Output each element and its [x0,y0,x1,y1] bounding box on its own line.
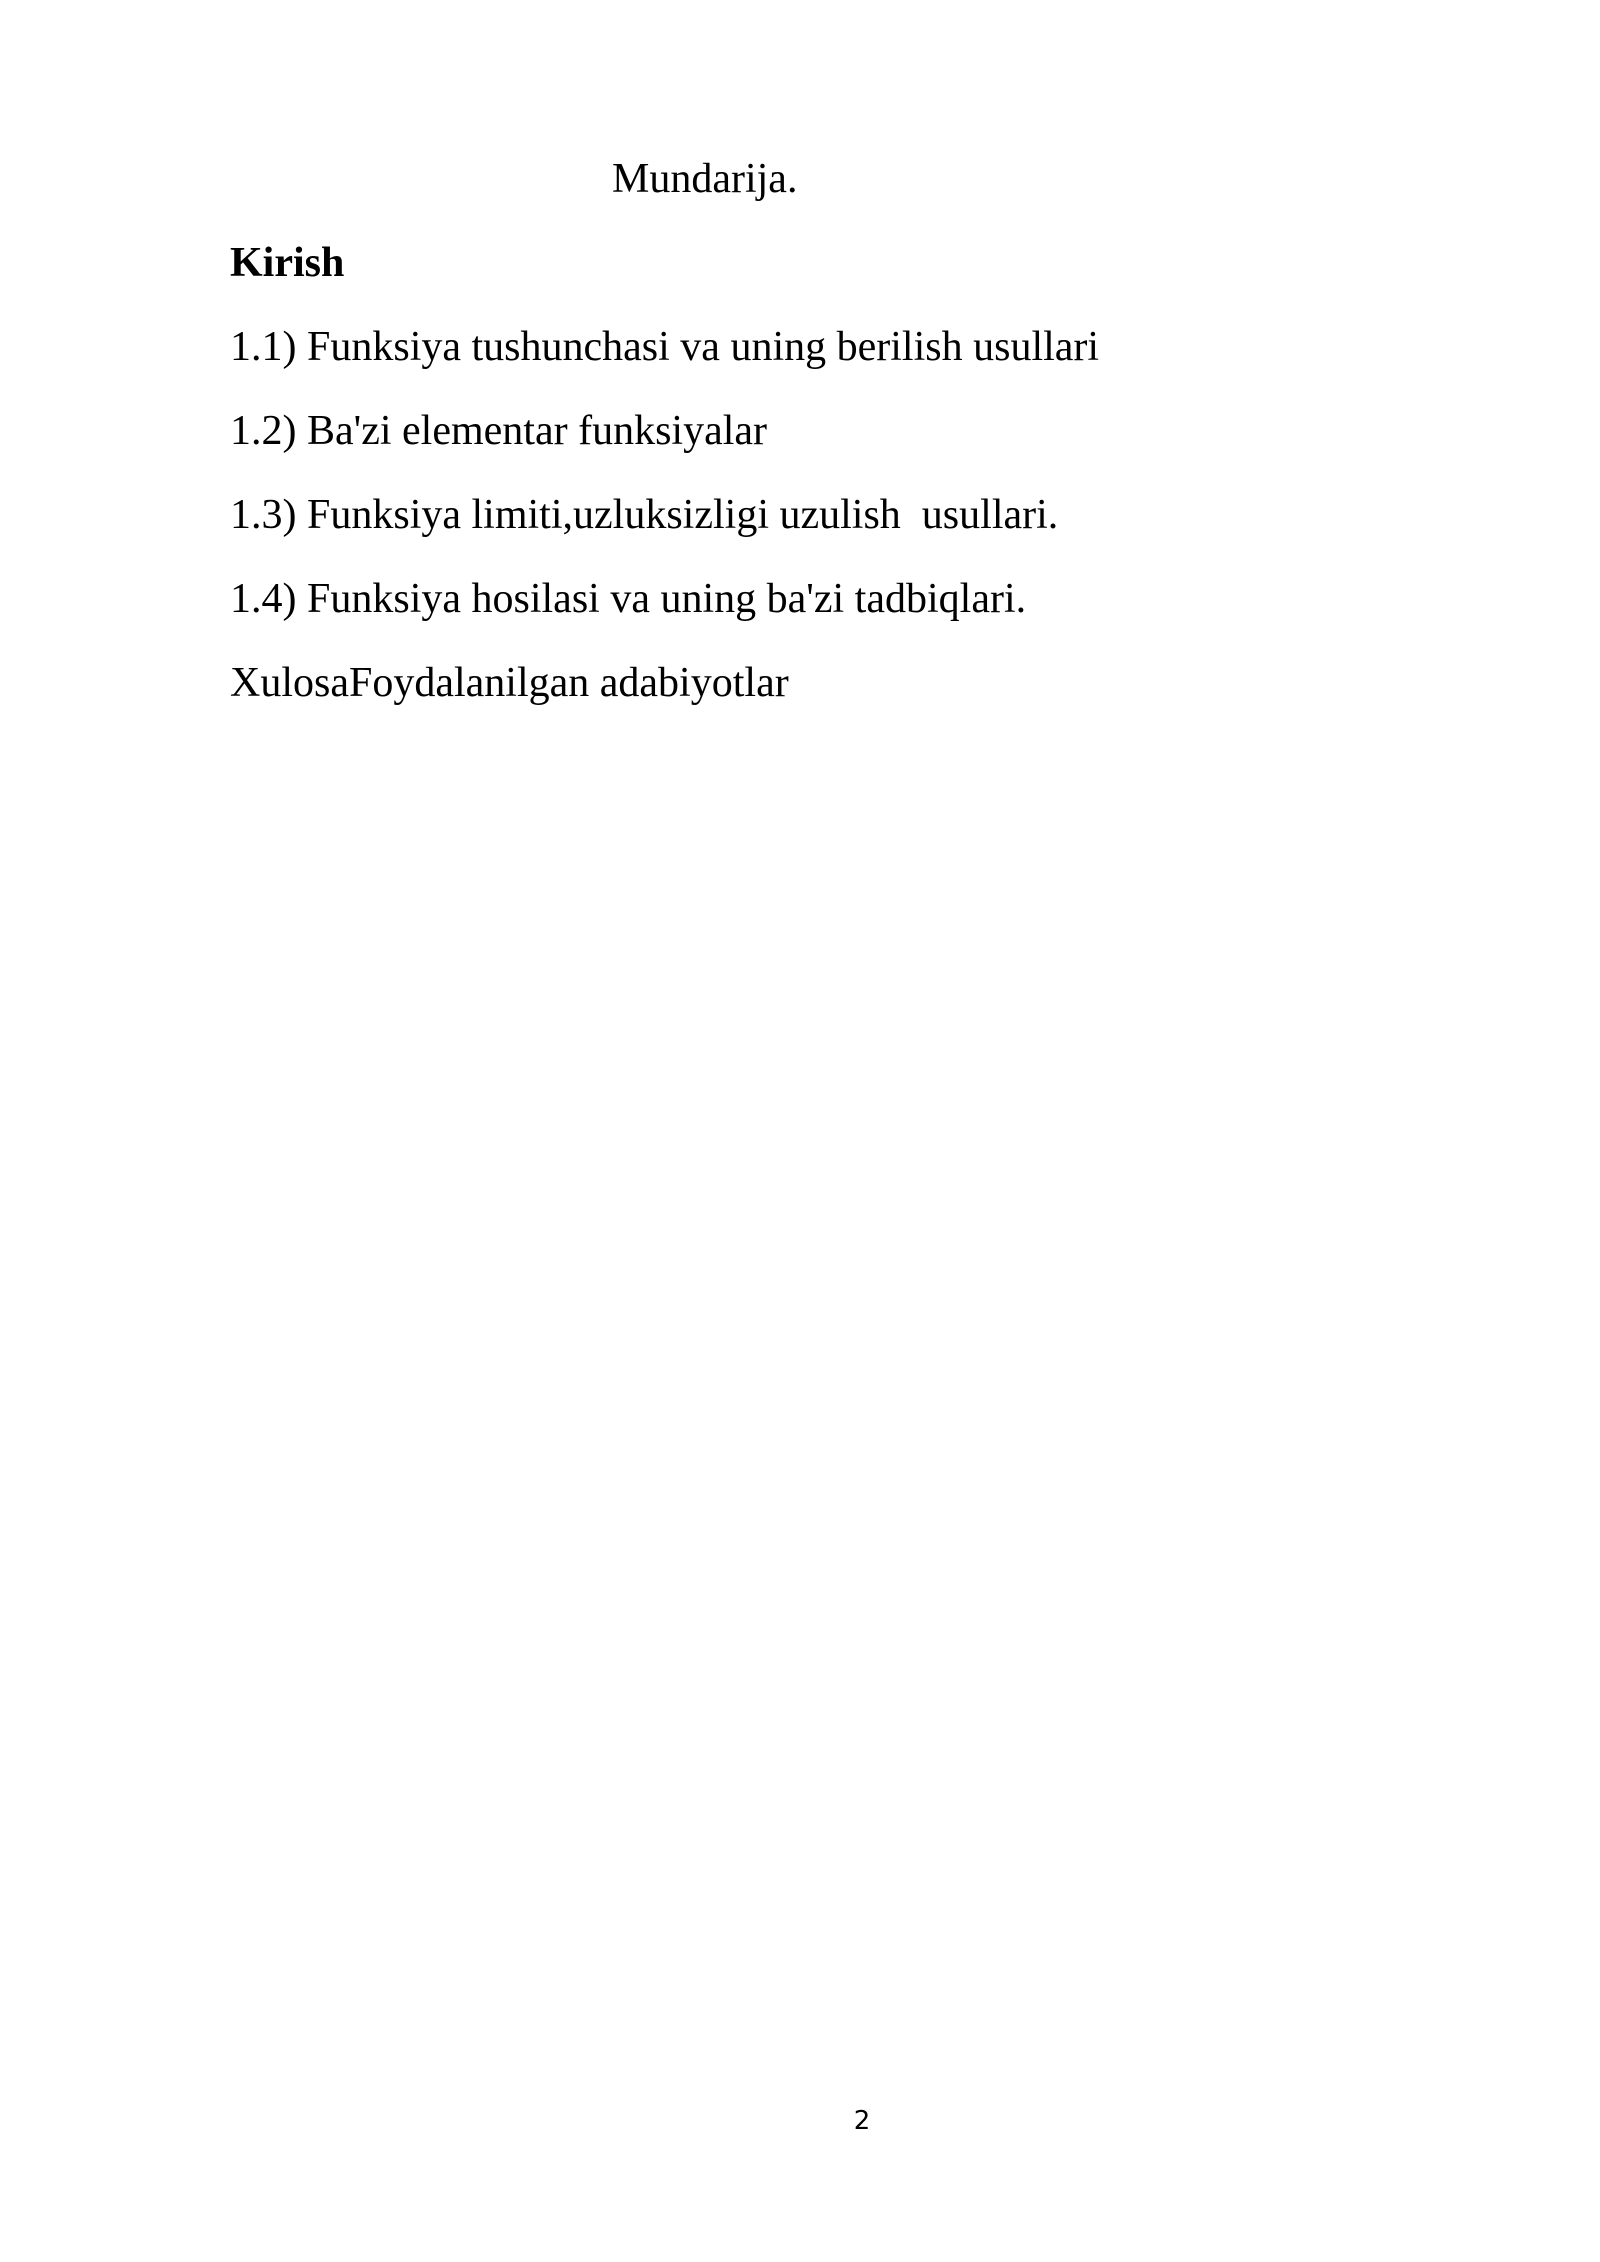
section-heading-kirish: Kirish [230,240,345,286]
page-number: 2 [853,2106,871,2136]
toc-item: 1.4) Funksiya hosilasi va uning ba'zi tadbiqlari. [230,576,1027,622]
toc-item: XulosaFoydalanilgan adabiyotlar [230,660,789,706]
toc-item: 1.2) Ba'zi elementar funksiyalar [230,408,768,454]
page-title: Mundarija. [612,156,798,202]
toc-item: 1.3) Funksiya limiti,uzluksizligi uzulish usullari. [230,492,1059,538]
toc-item: 1.1) Funksiya tushunchasi va uning berilish usullari [230,324,1100,370]
